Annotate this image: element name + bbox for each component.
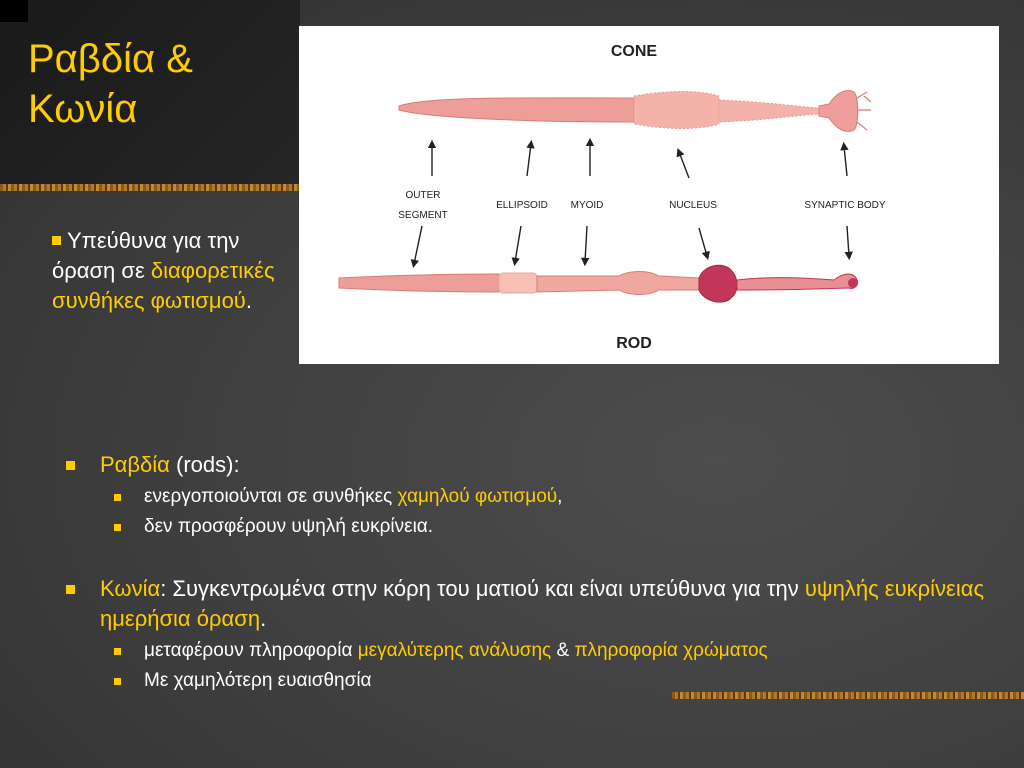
photoreceptor-diagram bbox=[299, 26, 999, 364]
bullet-square-icon bbox=[52, 236, 61, 245]
bullet-square-icon bbox=[114, 648, 121, 655]
rod-cell bbox=[339, 265, 858, 302]
side-text-end: . bbox=[245, 288, 252, 313]
bullet-square-icon bbox=[66, 461, 75, 470]
bullet-rods bbox=[62, 450, 1002, 480]
title-line-2: Κωνία bbox=[28, 87, 138, 131]
rods-term: Ραβδία bbox=[100, 452, 170, 477]
rod-label: ROD bbox=[616, 335, 652, 352]
cones-end: . bbox=[260, 606, 267, 631]
cones-sub1-highlight-2: πληροφορία χρώματος bbox=[574, 640, 768, 661]
cones-sub1-highlight-1: μεγαλύτερης ανάλυσης bbox=[357, 640, 552, 661]
main-bullet-list bbox=[62, 450, 1002, 698]
rods-sub1-highlight: χαμηλού φωτισμού bbox=[397, 486, 558, 507]
cones-highlight: υψηλής ευκρίνειας ημερήσια όραση bbox=[100, 576, 985, 631]
sub-bullet-cones-1 bbox=[62, 638, 1002, 664]
title-line-1: Ραβδία & bbox=[28, 37, 193, 81]
label-segment: SEGMENT bbox=[398, 210, 448, 221]
pointer-arrows bbox=[414, 142, 849, 264]
cones-rest: : Συγκεντρωμένα στην κόρη του ματιού και είναι υπεύθυνα για την bbox=[160, 576, 805, 601]
sub-bullet-rods-2 bbox=[62, 514, 1002, 540]
corner-mark bbox=[0, 0, 28, 22]
decorative-band-top bbox=[0, 184, 300, 191]
rods-rest: (rods): bbox=[169, 452, 240, 477]
bullet-square-icon bbox=[114, 494, 121, 501]
title-panel bbox=[0, 0, 300, 186]
label-synaptic-body: SYNAPTIC BODY bbox=[804, 200, 886, 211]
cones-sub1-text: μεταφέρουν πληροφορία bbox=[144, 640, 358, 661]
side-bullet bbox=[52, 226, 282, 316]
label-outer: OUTER bbox=[405, 190, 441, 201]
cones-sub1-amp: & bbox=[551, 640, 575, 661]
sub-bullet-rods-1 bbox=[62, 484, 1002, 510]
cones-term: Κωνία bbox=[100, 576, 161, 601]
label-nucleus: NUCLEUS bbox=[669, 200, 717, 211]
rods-sub1-text: ενεργοποιούνται σε συνθήκες bbox=[144, 486, 398, 507]
cone-label: CONE bbox=[610, 43, 658, 60]
bullet-square-icon bbox=[114, 678, 121, 685]
photoreceptor-figure bbox=[299, 26, 999, 364]
sub-bullet-cones-2 bbox=[62, 668, 1002, 694]
rods-sub1-end: , bbox=[557, 486, 563, 507]
bullet-square-icon bbox=[114, 524, 121, 531]
label-myoid: MYOID bbox=[570, 200, 604, 211]
slide-title bbox=[28, 34, 193, 134]
decorative-band-bottom bbox=[672, 692, 1024, 699]
bullet-square-icon bbox=[66, 585, 75, 594]
label-ellipsoid: ELLIPSOID bbox=[496, 200, 548, 211]
rods-sub2-text: δεν προσφέρουν υψηλή ευκρίνεια. bbox=[144, 516, 434, 537]
side-text-highlight: διαφορετικές συνθήκες φωτισμού bbox=[52, 258, 275, 313]
cone-cell bbox=[399, 91, 871, 132]
bullet-cones bbox=[62, 574, 1002, 634]
side-text-part: Υπεύθυνα για την όραση σε bbox=[52, 228, 240, 283]
cones-sub2-text: Με χαμηλότερη ευαισθησία bbox=[144, 670, 372, 691]
